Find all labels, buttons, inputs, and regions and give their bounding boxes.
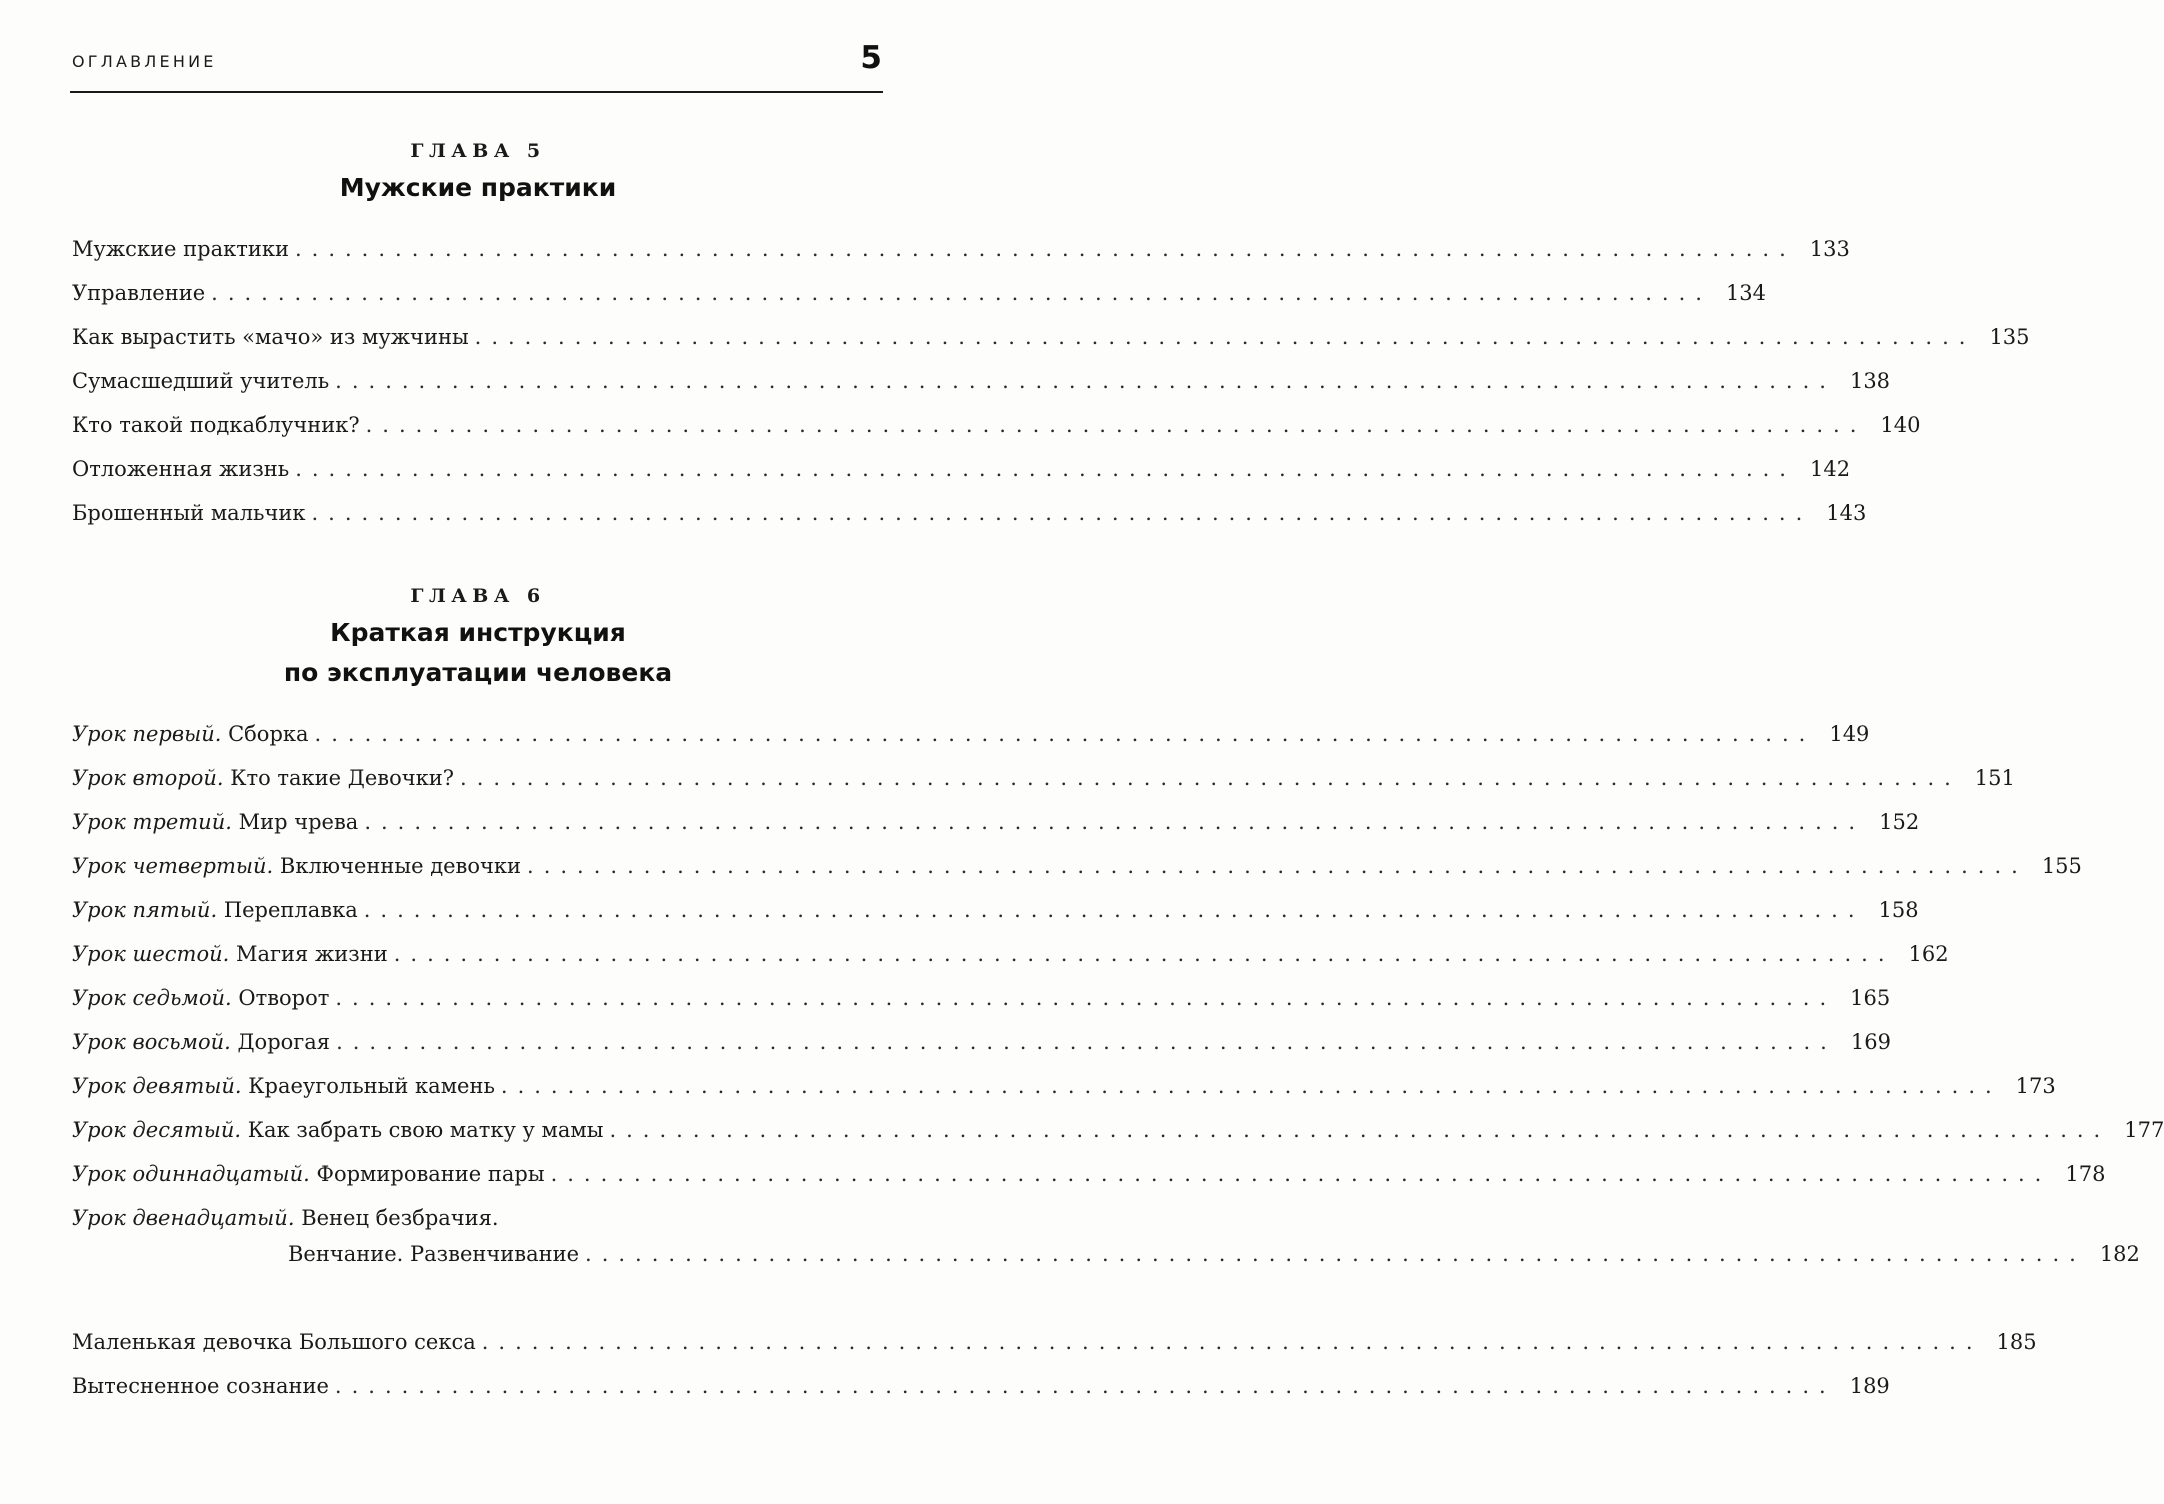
leader-dots: .......................................................................................... (211, 281, 1712, 305)
leader-dots: .......................................................................................... (500, 1074, 2002, 1098)
leader-dots: .......................................................................................... (314, 722, 1816, 746)
chapter-6-title-line-1: Краткая инструкция (330, 618, 626, 647)
lesson-label: Урок четвертый. (72, 854, 274, 878)
toc-entry[interactable] (72, 227, 1850, 271)
toc-entry[interactable] (72, 1108, 2164, 1152)
leader-dots: .......................................................................................... (365, 413, 1867, 437)
leader-dots: .......................................................................................... (295, 457, 1796, 481)
toc-entry-page: 152 (1879, 810, 1920, 834)
lesson-label: Урок третий. (72, 810, 232, 834)
toc-entry[interactable] (72, 712, 1870, 756)
chapter-6-toc (72, 712, 2164, 1276)
toc-entry-page: 165 (1850, 986, 1891, 1010)
toc-entry-title: Сумасшедший учитель (72, 369, 330, 393)
lesson-title: Отворот (238, 986, 330, 1010)
toc-entry-page: 185 (1996, 1330, 2037, 1354)
toc-entry-page: 133 (1809, 237, 1850, 261)
toc-entry-page: 135 (1989, 325, 2030, 349)
toc-entry-page: 140 (1880, 413, 1921, 437)
leader-dots: .......................................................................................... (550, 1162, 2052, 1186)
toc-entry[interactable] (72, 491, 1867, 535)
leader-dots: .......................................................................................... (311, 501, 1813, 525)
toc-entry-page: 134 (1725, 281, 1767, 305)
toc-entry[interactable] (72, 271, 1767, 315)
leader-dots: .......................................................................................... (335, 369, 1836, 393)
toc-entry[interactable] (72, 1064, 2056, 1108)
toc-entry-page: 169 (1850, 1030, 1891, 1054)
page-number: 5 (860, 40, 882, 76)
leader-dots: .......................................................................................... (474, 325, 1976, 349)
lesson-title: Переплавка (223, 898, 358, 922)
toc-entry[interactable] (72, 315, 2030, 359)
toc-entry-page: 177 (2124, 1118, 2164, 1142)
chapter-6-title-line-2: по эксплуатации человека (283, 658, 673, 687)
lesson-title: Формирование пары (316, 1162, 545, 1186)
lesson-title: Краеугольный камень (248, 1074, 495, 1098)
toc-entry-title: Управление (72, 281, 206, 305)
leader-dots: .......................................................................................... (585, 1242, 2086, 1266)
toc-entry[interactable] (72, 359, 1891, 403)
toc-entry-title: Вытесненное сознание (72, 1374, 329, 1398)
lesson-title: Сборка (228, 722, 309, 746)
toc-entry-page: 155 (2041, 854, 2082, 878)
toc-entry[interactable] (72, 844, 2082, 888)
toc-entry-title (72, 756, 454, 800)
toc-entry-page: 178 (2065, 1162, 2106, 1186)
toc-entry-title (72, 1020, 330, 1064)
toc-entry[interactable] (72, 888, 1919, 932)
toc-entry[interactable] (72, 800, 1920, 844)
toc-entry[interactable] (72, 1364, 1890, 1408)
toc-entry-page: 162 (1908, 942, 1949, 966)
chapter-5-toc (72, 227, 2030, 535)
lesson-title: Кто такие Девочки? (230, 766, 455, 790)
leader-dots: .......................................................................................... (481, 1330, 1983, 1354)
lesson-label: Урок двенадцатый. (72, 1206, 295, 1230)
toc-entry-page: 182 (2099, 1242, 2140, 1266)
toc-entry-title (72, 712, 309, 756)
lesson-label: Урок восьмой. (72, 1030, 231, 1054)
toc-entry-title: Отложенная жизнь (72, 457, 290, 481)
leader-dots: .......................................................................................... (393, 942, 1895, 966)
toc-entry[interactable] (72, 403, 1921, 447)
lesson-title: Венец безбрачия. (301, 1206, 499, 1230)
toc-entry[interactable] (72, 976, 1891, 1020)
leader-dots: .......................................................................................... (336, 1030, 1837, 1054)
lesson-title: Включенные девочки (279, 854, 522, 878)
toc-entry-page: 189 (1849, 1374, 1890, 1398)
leader-dots: .......................................................................................... (460, 766, 1961, 790)
toc-entry-page: 151 (1974, 766, 2015, 790)
toc-entry-page: 142 (1809, 457, 1851, 481)
leader-dots: .......................................................................................... (363, 898, 1865, 922)
lesson-label: Урок седьмой. (72, 986, 232, 1010)
leader-dots: .......................................................................................... (609, 1118, 2111, 1142)
toc-entry-title (72, 932, 388, 976)
toc-entry-title: Маленькая девочка Большого секса (72, 1330, 476, 1354)
toc-entry-title (72, 888, 358, 932)
lesson-label: Урок пятый. (72, 898, 218, 922)
lesson-title: Как забрать свою матку у мамы (247, 1118, 604, 1142)
toc-entry[interactable] (72, 932, 1949, 976)
leader-dots: .......................................................................................... (527, 854, 2028, 878)
toc-entry-title (72, 976, 329, 1020)
toc-entry-title (72, 1108, 603, 1152)
lesson-label: Урок второй. (72, 766, 224, 790)
chapter-5-title: Мужские практики (339, 173, 617, 202)
lesson-label: Урок одиннадцатый. (72, 1162, 310, 1186)
header-rule (70, 91, 883, 93)
extra-toc (72, 1320, 2037, 1408)
toc-entry[interactable] (72, 447, 1851, 491)
lesson-title: Магия жизни (236, 942, 388, 966)
lesson-label: Урок девятый. (72, 1074, 242, 1098)
leader-dots: .......................................................................................... (334, 1374, 1836, 1398)
chapter-5-label: ГЛАВА 5 (410, 140, 546, 162)
leader-dots: .......................................................................................... (364, 810, 1866, 834)
toc-entry-title: Как вырастить «мачо» из мужчины (72, 325, 469, 349)
toc-entry[interactable] (72, 1320, 2037, 1364)
toc-entry-page: 138 (1849, 369, 1891, 393)
toc-entry-title: Мужские практики (72, 237, 289, 261)
chapter-6-label: ГЛАВА 6 (410, 585, 546, 607)
toc-entry-title: Кто такой подкаблучник? (72, 413, 360, 437)
toc-entry-title (72, 1064, 495, 1108)
lesson-title-continued: Венчание. Развенчивание (288, 1242, 580, 1266)
lesson-label: Урок шестой. (72, 942, 230, 966)
toc-entry-title (72, 1152, 545, 1196)
toc-entry-page: 143 (1826, 501, 1867, 525)
lesson-label: Урок десятый. (72, 1118, 242, 1142)
toc-entry[interactable] (72, 1152, 2106, 1196)
lesson-title: Дорогая (237, 1030, 331, 1054)
toc-entry-title: Брошенный мальчик (72, 501, 306, 525)
toc-entry[interactable] (72, 1020, 1891, 1064)
leader-dots: .......................................................................................... (294, 237, 1796, 261)
lesson-label: Урок первый. (72, 722, 222, 746)
lesson-title: Мир чрева (238, 810, 359, 834)
toc-entry-page: 158 (1878, 898, 1919, 922)
toc-entry-title (72, 800, 358, 844)
toc-entry[interactable] (72, 756, 2015, 800)
toc-entry-page: 149 (1829, 722, 1870, 746)
running-head: ОГЛАВЛЕНИЕ (72, 52, 217, 71)
leader-dots: .......................................................................................... (335, 986, 1837, 1010)
toc-entry-title (72, 844, 521, 888)
toc-entry-page: 173 (2015, 1074, 2056, 1098)
